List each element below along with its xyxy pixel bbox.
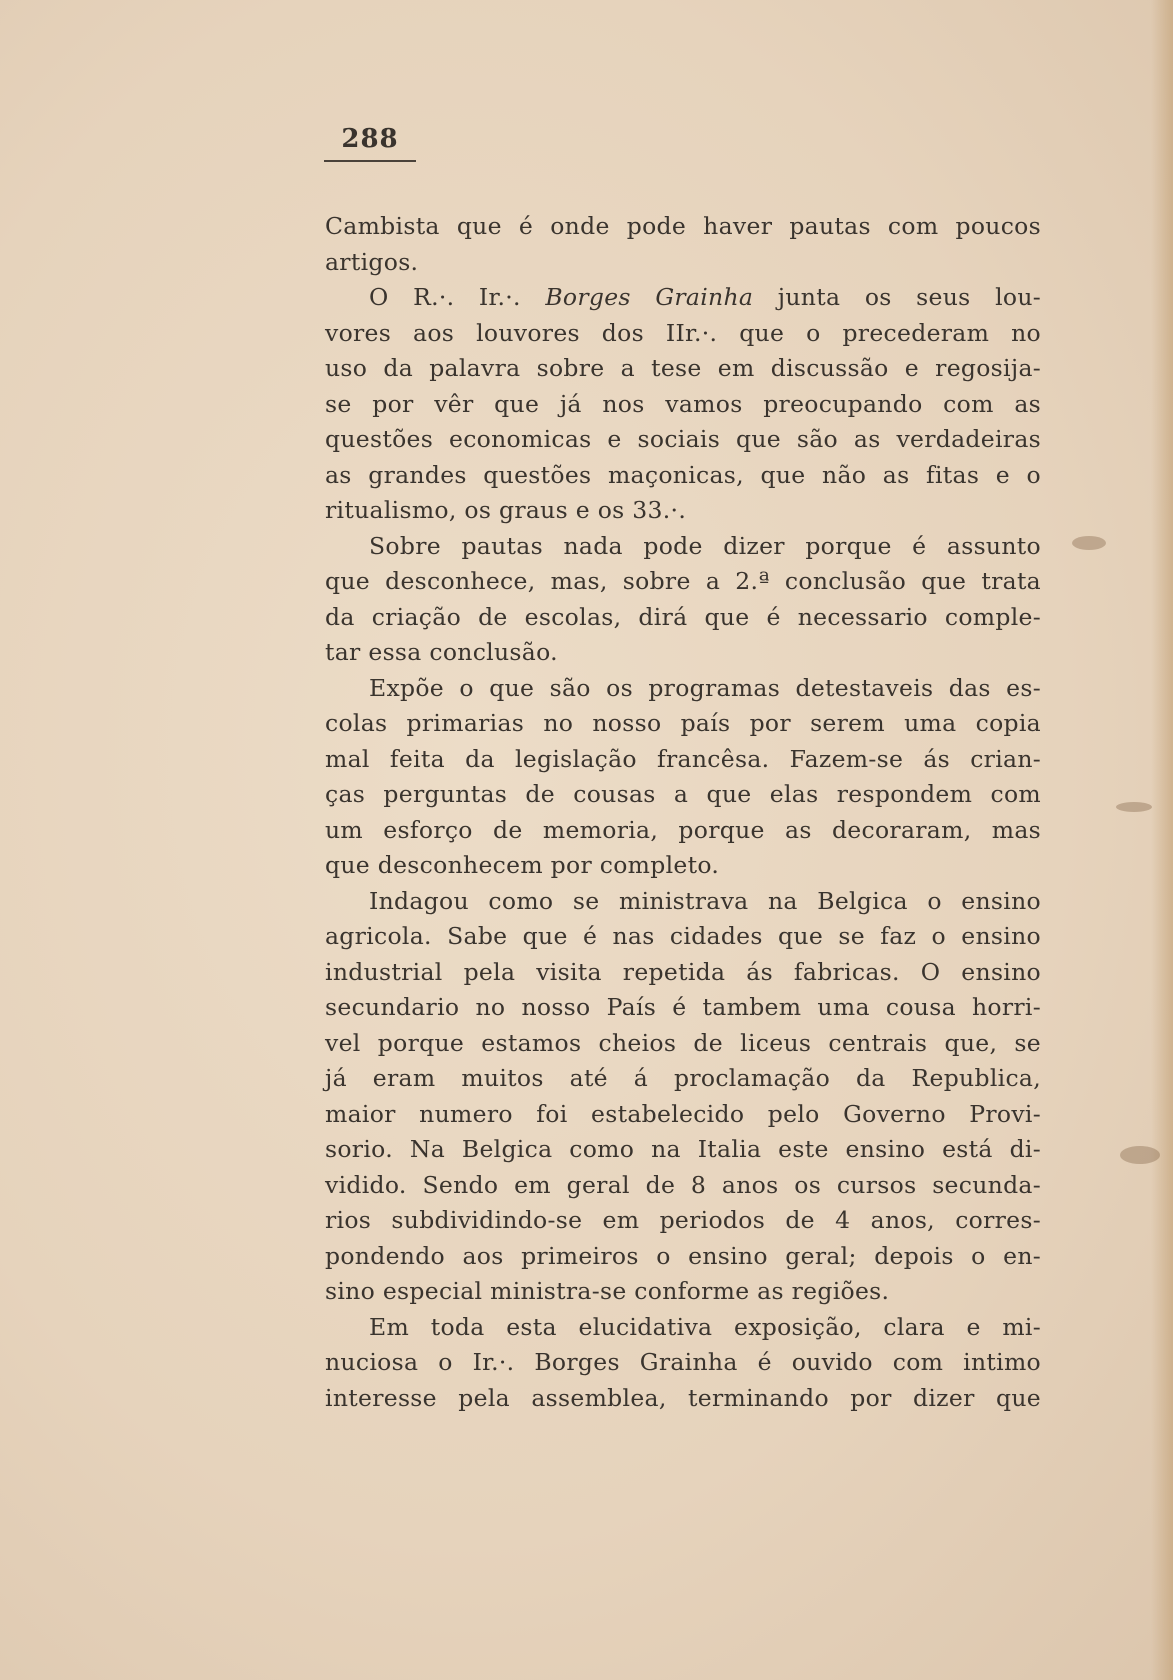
text-line: nuciosa o Ir.·. Borges Grainha é ouvido com intimo bbox=[325, 1348, 1041, 1376]
page-number: 288 bbox=[324, 124, 416, 162]
text-line: Indagou como se ministrava na Belgica o ensino bbox=[369, 886, 1041, 915]
text-line: industrial pela visita repetida ás fabricas. O ensino bbox=[325, 957, 1041, 986]
text-line: interesse pela assemblea, terminando por dizer que bbox=[325, 1383, 1041, 1412]
text-line: ritualismo, os graus e os 33.·. bbox=[325, 496, 687, 524]
ink-stain bbox=[1072, 536, 1106, 550]
text-line: Expõe o que são os programas detestaveis das es- bbox=[369, 673, 1041, 702]
text-line: artigos. bbox=[325, 247, 419, 276]
text-line: uso da palavra sobre a tese em discussão e regosija- bbox=[325, 354, 1041, 382]
text-line: secundario no nosso País é tambem uma cousa horri- bbox=[325, 993, 1041, 1021]
text-line: Cambista que é onde pode haver pautas com poucos bbox=[325, 212, 1041, 240]
page-edge-shadow bbox=[1151, 0, 1173, 1680]
text-line: questões economicas e sociais que são as verdadeiras bbox=[325, 425, 1041, 453]
text-line: sino especial ministra-se conforme as regiões. bbox=[325, 1277, 890, 1305]
text-line: que desconhece, mas, sobre a 2.ª conclusão que trata bbox=[325, 567, 1041, 595]
text-line: já eram muitos até á proclamação da Republica, bbox=[325, 1064, 1041, 1092]
text-line: agricola. Sabe que é nas cidades que se faz o ensino bbox=[325, 922, 1041, 950]
person-name: Borges Grainha bbox=[545, 283, 754, 311]
text-line: se por vêr que já nos vamos preocupando com as bbox=[325, 389, 1041, 418]
text-line: um esforço de memoria, porque as decoraram, mas bbox=[325, 815, 1041, 844]
text-line: as grandes questões maçonicas, que não as fitas e o bbox=[325, 460, 1041, 489]
text-fragment: O R.·. Ir.·. bbox=[369, 283, 546, 311]
text-line: ças perguntas de cousas a que elas respondem com bbox=[325, 780, 1041, 808]
text-line: Em toda esta elucidativa exposição, clara e mi- bbox=[369, 1312, 1041, 1341]
text-line: mal feita da legislação francêsa. Fazem-se ás crian- bbox=[325, 744, 1041, 773]
text-line: pondendo aos primeiros o ensino geral; depois o en- bbox=[325, 1241, 1041, 1270]
text-line: colas primarias no nosso país por serem uma copia bbox=[325, 709, 1041, 737]
text-line: tar essa conclusão. bbox=[325, 638, 558, 666]
text-line: vel porque estamos cheios de liceus centrais que, se bbox=[325, 1028, 1041, 1057]
text-line: vores aos louvores dos IIr.·. que o precederam no bbox=[325, 318, 1041, 347]
text-line: maior numero foi estabelecido pelo Governo Provi- bbox=[325, 1099, 1041, 1128]
text-line: vidido. Sendo em geral de 8 anos os cursos secunda- bbox=[325, 1170, 1041, 1199]
text-line: da criação de escolas, dirá que é necessario comple- bbox=[325, 602, 1041, 631]
ink-stain bbox=[1116, 802, 1152, 812]
text-fragment: junta os seus lou- bbox=[753, 283, 1042, 311]
body-text bbox=[325, 209, 1041, 1416]
text-line bbox=[325, 280, 1041, 316]
ink-stain bbox=[1120, 1146, 1160, 1164]
text-line: sorio. Na Belgica como na Italia este ensino está di- bbox=[325, 1135, 1041, 1163]
text-line: Sobre pautas nada pode dizer porque é assunto bbox=[369, 531, 1041, 560]
text-line: que desconhecem por completo. bbox=[325, 851, 720, 879]
text-line: rios subdividindo-se em periodos de 4 anos, corres- bbox=[325, 1206, 1041, 1234]
